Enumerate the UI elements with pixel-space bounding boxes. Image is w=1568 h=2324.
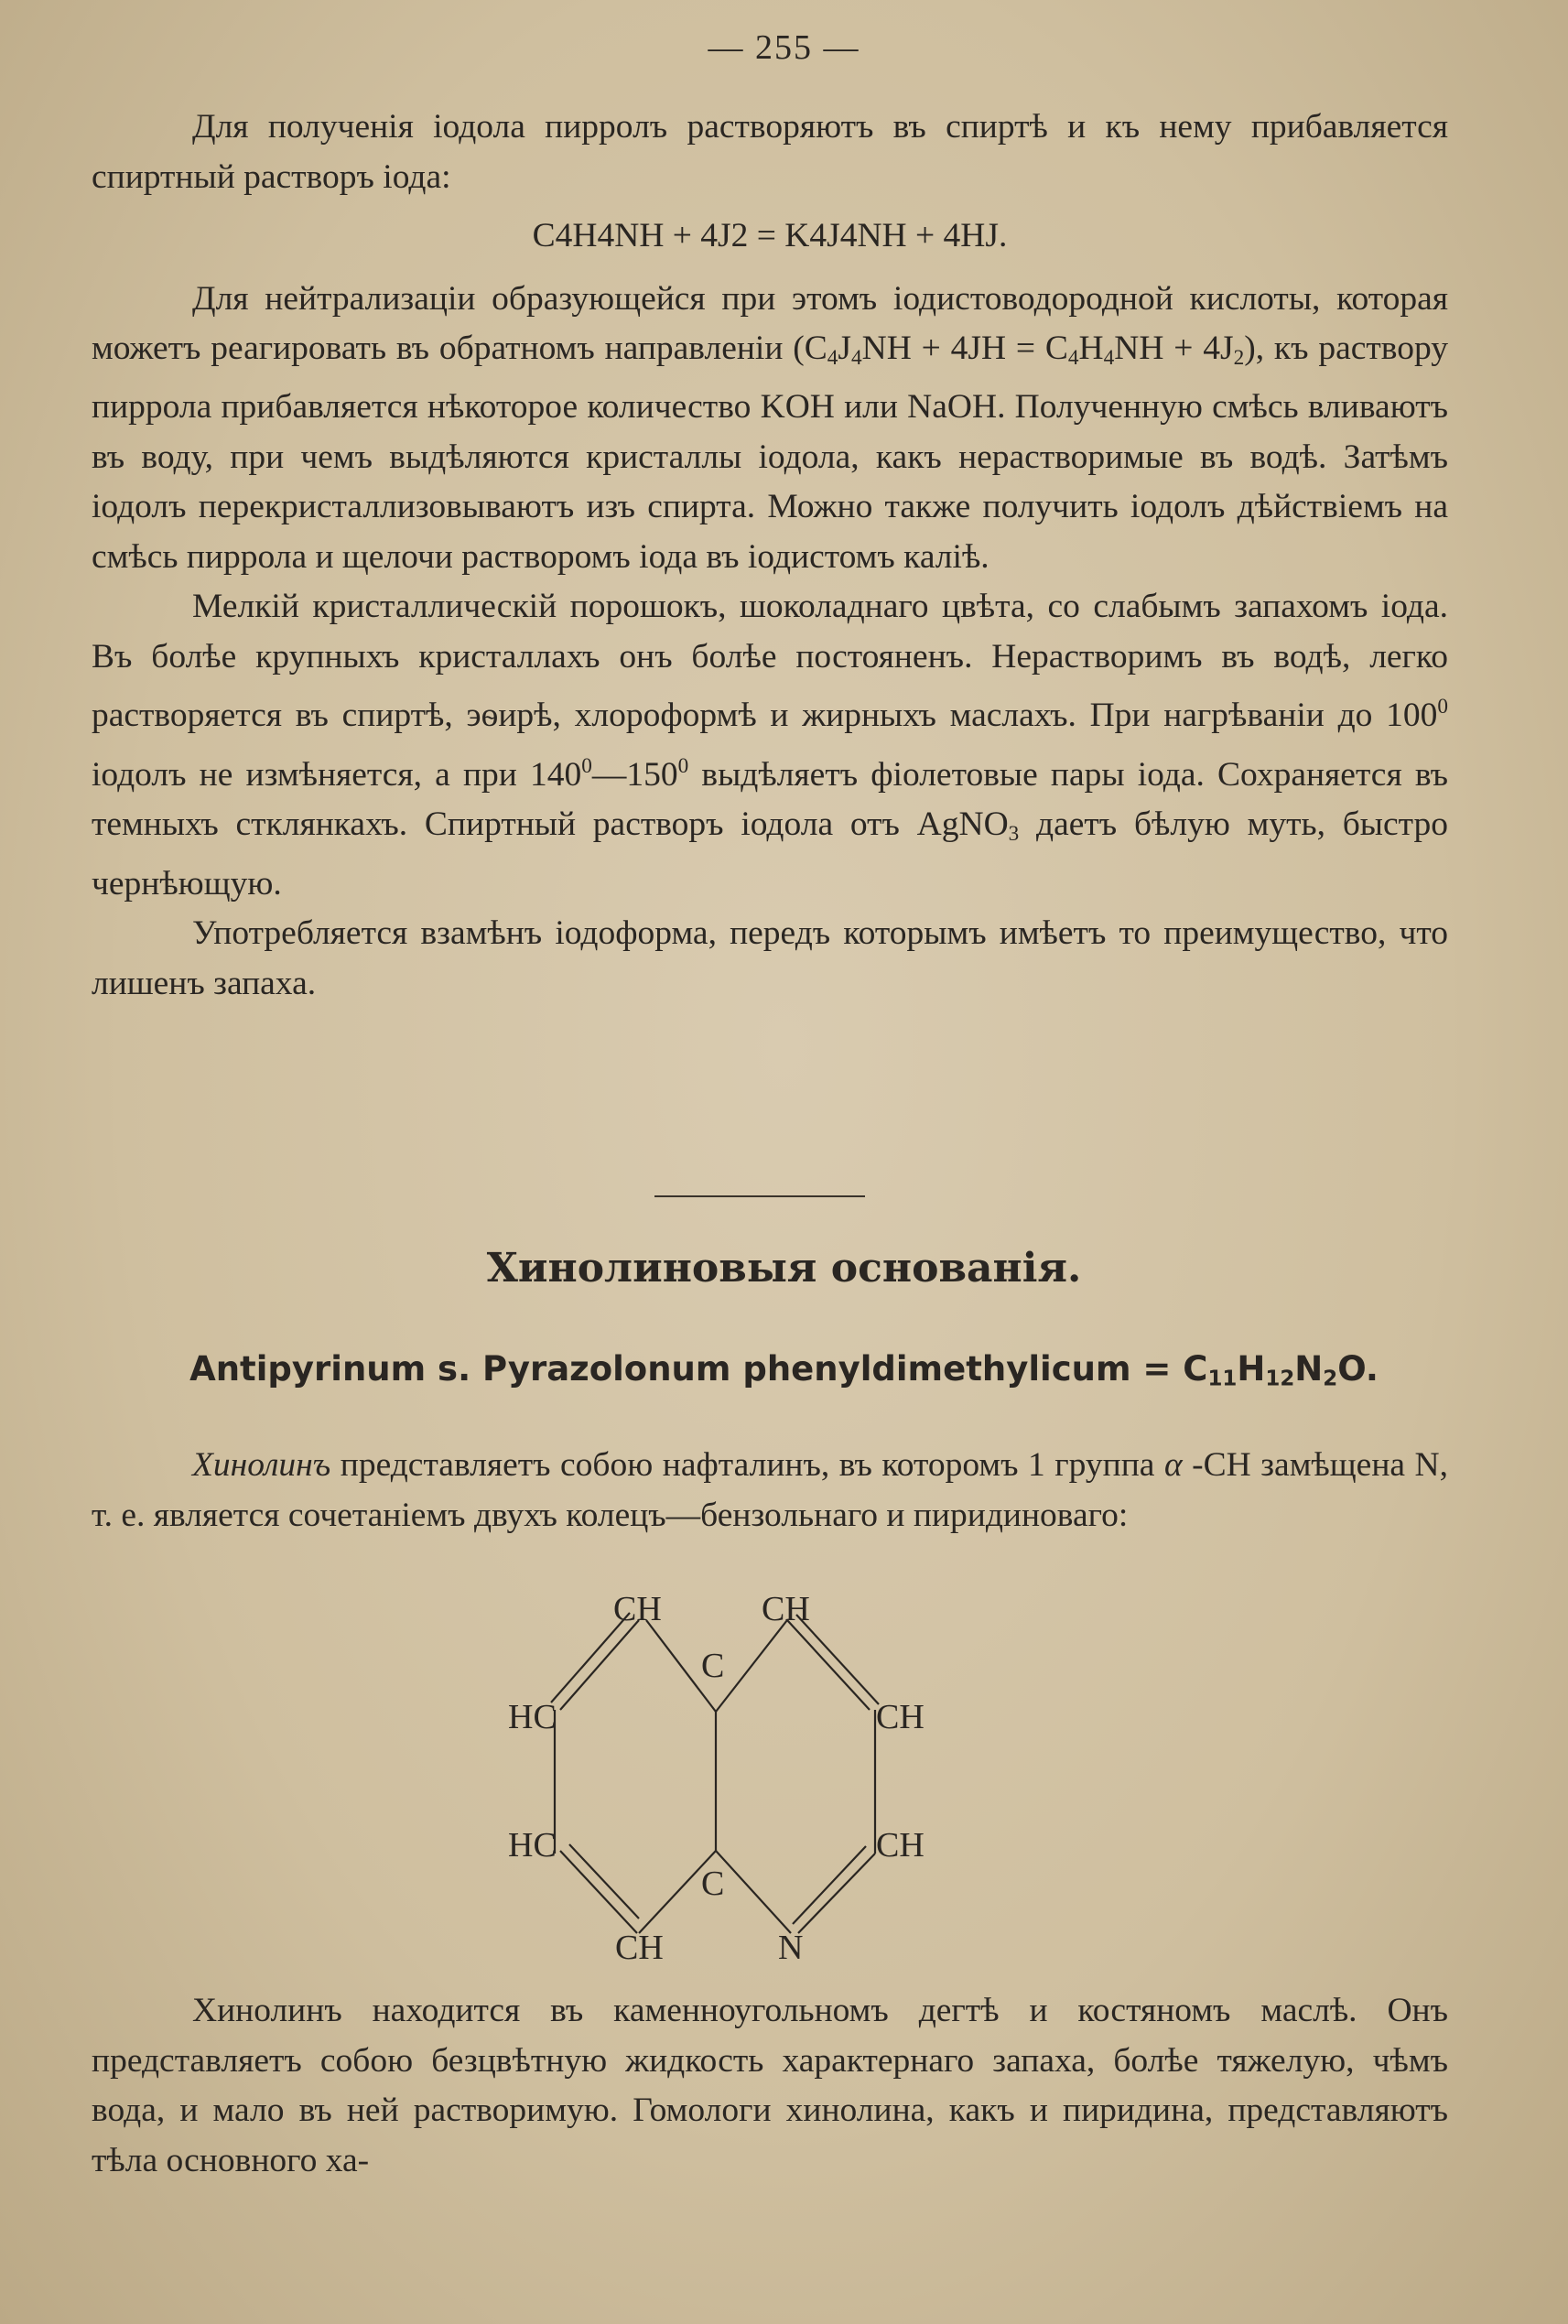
section-divider: [654, 1195, 865, 1197]
label-ch-right-lower: CH: [876, 1826, 925, 1865]
label-c-top: C: [701, 1647, 725, 1685]
subscript: 4: [1067, 345, 1079, 370]
formula-text: C4H4NH + 4J2 = K4J4NH + 4HJ.: [532, 217, 1008, 254]
text-block-bottom: [92, 1986, 1448, 2186]
subscript: 11: [1207, 1367, 1238, 1391]
paragraph-text: даетъ бѣлую муть, быстро чернѣющую.: [92, 805, 1448, 903]
bond-line: [793, 1846, 866, 1924]
bond-line: [798, 1854, 875, 1933]
paragraph-quinoline-definition: [92, 1441, 1448, 1540]
label-ch-bottom: CH: [615, 1929, 664, 1967]
paragraph-text: Хинолинъ находится въ каменноугольномъ дегтѣ и костяномъ маслѣ. Онъ представляетъ собою безцвѣтную жидкость характернаго запаха, болѣе тяжелую, чѣмъ вода, и мало въ ней растворимую. Гомологи хинолина, какъ и пиридина, представляютъ тѣла основного ха-: [92, 1992, 1448, 2179]
paragraph-text: Мелкій кристаллическій порошокъ, шоколаднаго цвѣта, со слабымъ запахомъ іода. Въ болѣе крупныхъ кристаллахъ онъ болѣе постояненъ. Нерастворимъ въ водѣ, легко растворяется въ спиртѣ, эѳирѣ, хлороформѣ и жирныхъ маслахъ. При нагрѣваніи до 100: [92, 588, 1448, 735]
paragraph-text: представляетъ собою нафталинъ, въ которомъ 1 группа: [330, 1446, 1164, 1484]
subscript: 3: [1008, 822, 1020, 846]
paragraph-neutralization: [92, 275, 1448, 583]
subscript: 4: [850, 345, 862, 370]
paragraph-text: Для полученія іодола пирролъ растворяютъ въ спиртѣ и къ нему прибавляется спиртный растворъ іода:: [92, 108, 1448, 196]
paragraph-text: J: [838, 330, 851, 367]
subscript: 4: [1103, 345, 1115, 370]
bond-line: [716, 1851, 791, 1933]
label-n-bottom: N: [778, 1929, 804, 1967]
paragraph-text: Употребляется взамѣнъ іодоформа, передъ которымъ имѣетъ то преимущество, что лишенъ запаха.: [92, 914, 1448, 1002]
paragraph-usage: [92, 909, 1448, 1009]
structure-svg: [476, 1593, 989, 1968]
label-ch-top-right: CH: [762, 1593, 810, 1628]
paragraph-text: выдѣляетъ фіолетовые пары іода. Сохраняется въ темныхъ стклянкахъ. Спиртный растворъ іодола отъ AgNO: [92, 755, 1448, 844]
subscript: 2: [1233, 345, 1245, 370]
drug-title: [0, 1349, 1568, 1391]
label-hc-left-upper: HC: [508, 1698, 557, 1736]
label-c-bottom: C: [701, 1865, 725, 1903]
text-block-top: [92, 103, 1448, 1009]
page-number: — 255 —: [708, 28, 860, 67]
section-title: Хинолиновыя основанія.: [486, 1245, 1082, 1292]
bond-line: [569, 1844, 639, 1919]
alpha-symbol: α: [1163, 1446, 1183, 1484]
paragraph-text: ), къ раствору пиррола прибавляется нѣкоторое количество KOH или NaOH. Полученную смѣсь вливаютъ въ воду, при чемъ выдѣляются кристаллы іодола, какъ нерастворимые въ водѣ. Затѣмъ іодолъ перекристаллизовываютъ изъ спирта. Можно также получить іодолъ дѣйствіемъ на смѣсь пиррола и щелочи растворомъ іода въ іодистомъ каліѣ.: [92, 330, 1448, 576]
text-block-quinoline-intro: [92, 1441, 1448, 1540]
bond-line: [787, 1620, 870, 1710]
subscript: 12: [1265, 1367, 1295, 1391]
paragraph-text: H: [1078, 330, 1104, 367]
paragraph-text: NH + 4J: [1114, 330, 1234, 367]
superscript: 0: [1437, 695, 1448, 719]
label-ch-right-upper: CH: [876, 1698, 925, 1736]
subscript: 2: [1323, 1367, 1338, 1391]
paragraph-text: Для нейтрализаціи образующейся при этомъ іодистоводородной кислоты, которая можетъ реагировать въ обратномъ направленіи (C: [92, 279, 1448, 367]
drug-title-text: N: [1294, 1349, 1324, 1389]
paragraph-quinoline-occurrence: [92, 1986, 1448, 2186]
paragraph-text: -CH замѣщена N, т. е. является сочетаніемъ двухъ колецъ—бензольнаго и пиридиноваго:: [92, 1446, 1448, 1534]
subscript: 4: [827, 345, 838, 370]
paragraph-text: NH + 4JH = C: [861, 330, 1068, 367]
superscript: 0: [677, 753, 689, 778]
paragraph-text: іодолъ не измѣняется, а при 140: [92, 755, 582, 794]
paragraph-text: —150: [591, 755, 678, 794]
drug-title-text: H: [1237, 1349, 1266, 1389]
quinoline-structure-diagram: [476, 1593, 989, 1968]
label-ch-top-left: CH: [613, 1593, 662, 1628]
paragraph-iodol-preparation: [92, 103, 1448, 202]
reaction-formula: [92, 202, 1448, 275]
italic-term: Хинолинъ: [192, 1446, 331, 1484]
label-hc-left-lower: HC: [508, 1826, 557, 1865]
superscript: 0: [581, 753, 592, 778]
bond-line: [716, 1620, 787, 1712]
bond-line: [560, 1851, 637, 1933]
drug-title-text: Antipyrinum s. Pyrazolonum phenyldimethylicum = C: [189, 1349, 1208, 1389]
paragraph-properties: [92, 582, 1448, 909]
bond-line: [560, 1620, 639, 1710]
drug-title-text: O.: [1337, 1349, 1379, 1389]
